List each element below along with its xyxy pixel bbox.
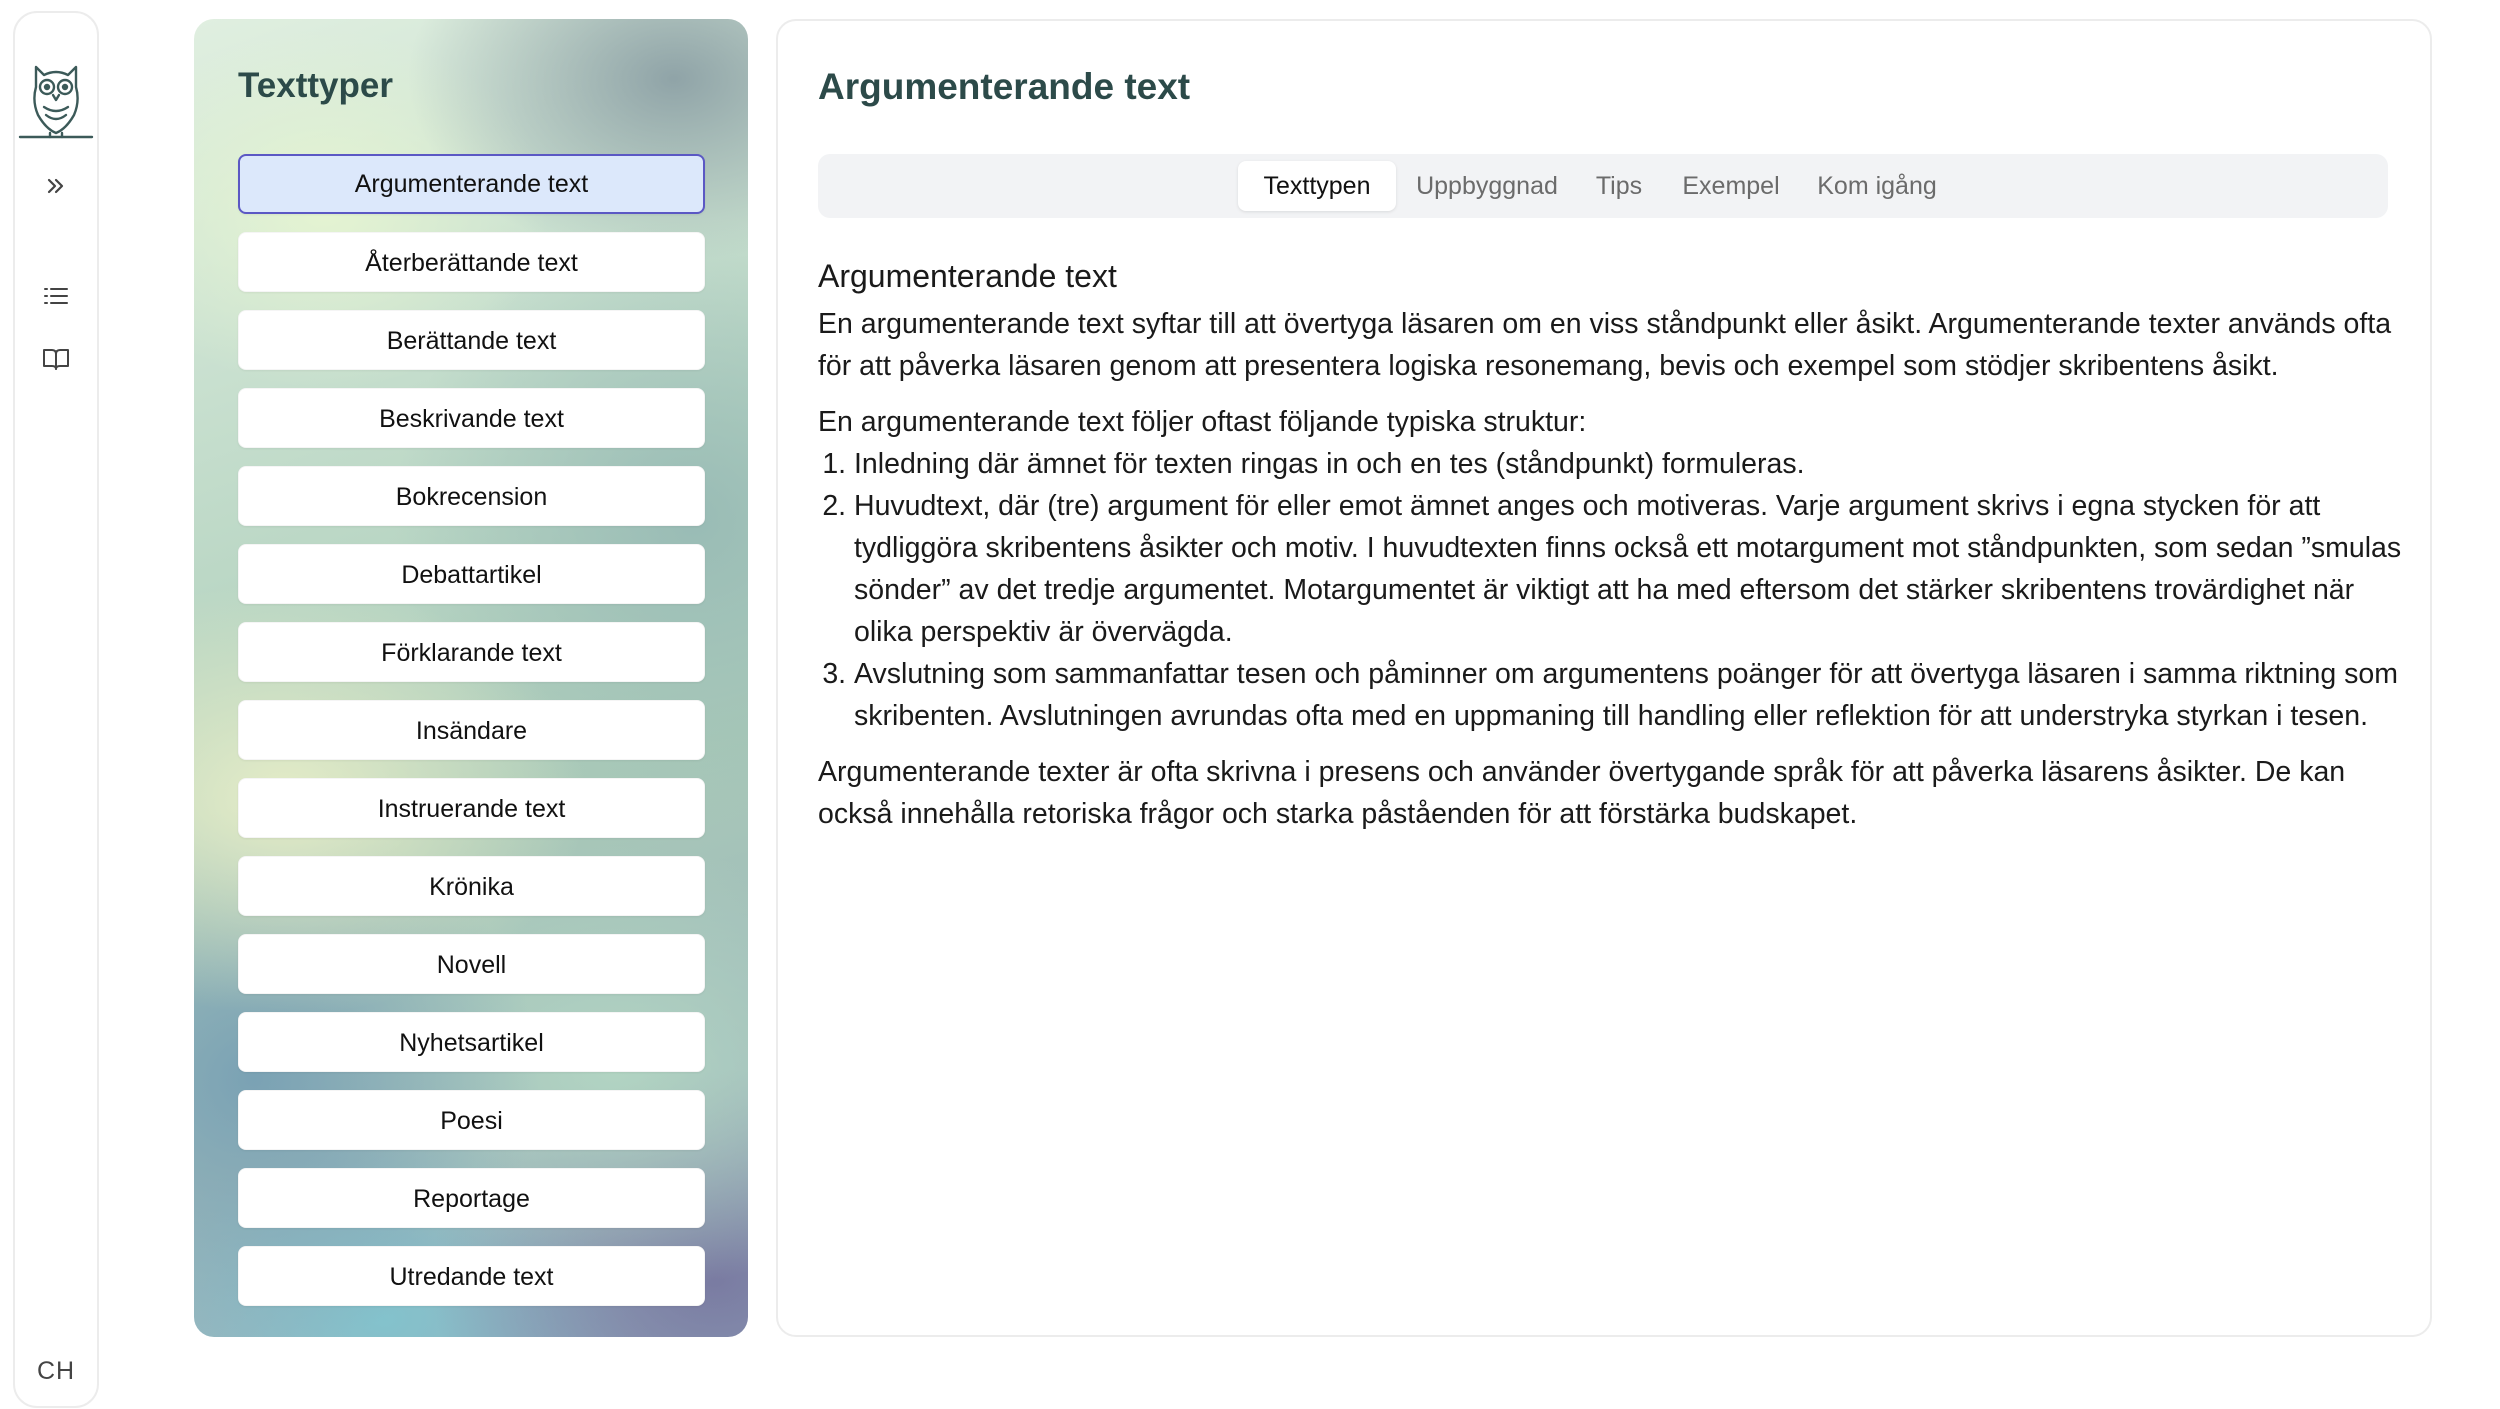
content-panel xyxy=(776,19,2432,1337)
type-button-insandare[interactable]: Insändare xyxy=(238,700,705,760)
type-button-bokrecension[interactable]: Bokrecension xyxy=(238,466,705,526)
structure-list xyxy=(818,443,2408,737)
type-button-nyhetsartikel[interactable]: Nyhetsartikel xyxy=(238,1012,705,1072)
type-button-poesi[interactable]: Poesi xyxy=(238,1090,705,1150)
text-types-title: Texttyper xyxy=(238,66,393,105)
type-button-utredande[interactable]: Utredande text xyxy=(238,1246,705,1306)
type-button-forklarande[interactable]: Förklarande text xyxy=(238,622,705,682)
article-paragraph: En argumenterande text syftar till att övertyga läsaren om en viss ståndpunkt eller åsikt. Argumenterande texter används ofta för att påverka läsaren genom att presentera logiska resonemang, bevis och exempel som stödjer skribentens åsikt. xyxy=(818,308,2392,382)
type-button-argumenterande[interactable]: Argumenterande text xyxy=(238,154,705,214)
type-button-kronika[interactable]: Krönika xyxy=(238,856,705,916)
nav-rail xyxy=(13,11,99,1408)
tab-bar xyxy=(818,154,2388,218)
list-item: 1. Inledning där ämnet för texten ringas in och en tes (ståndpunkt) formuleras. xyxy=(854,443,2408,485)
user-avatar[interactable]: CH xyxy=(36,1357,76,1385)
book-open-icon[interactable] xyxy=(41,344,71,374)
tab-exempel[interactable]: Exempel xyxy=(1682,172,1780,200)
type-button-novell[interactable]: Novell xyxy=(238,934,705,994)
list-item: 3. Avslutning som sammanfattar tesen och påminner om argumentens poänger för att övertyga läsaren i samma riktning som skribenten. Avslutningen avrundas ofta med en uppmaning till handling eller reflektion för att understryka styrkan i tesen. xyxy=(854,653,2408,737)
list-item: 2. Huvudtext, där (tre) argument för eller emot ämnet anges och motiveras. Varje argument skrivs i egna stycken för att tydliggöra skribentens åsikter och motiv. I huvudtexten finns också ett motargument mot ståndpunkten, som sedan ”smulas sönder” av det tredje argumentet. Motargumentet är viktigt att ha med eftersom det stärker skribentens trovärdighet när olika perspektiv är övervägda. xyxy=(854,485,2408,653)
tab-kom-igang[interactable]: Kom igång xyxy=(1817,172,1937,200)
type-button-debattartikel[interactable]: Debattartikel xyxy=(238,544,705,604)
type-button-aterberattande[interactable]: Återberättande text xyxy=(238,232,705,292)
type-button-beskrivande[interactable]: Beskrivande text xyxy=(238,388,705,448)
type-button-instruerande[interactable]: Instruerande text xyxy=(238,778,705,838)
type-button-reportage[interactable]: Reportage xyxy=(238,1168,705,1228)
type-button-berattande[interactable]: Berättande text xyxy=(238,310,705,370)
owl-logo-icon[interactable] xyxy=(18,53,94,145)
article-heading: Argumenterande text xyxy=(818,258,1117,294)
page-title: Argumenterande text xyxy=(818,66,1191,107)
article-body xyxy=(818,253,2408,849)
text-types-panel xyxy=(194,19,748,1337)
tab-tips[interactable]: Tips xyxy=(1595,172,1643,200)
tab-uppbyggnad[interactable]: Uppbyggnad xyxy=(1416,172,1558,200)
chevrons-right-icon[interactable] xyxy=(41,171,71,201)
tab-texttypen[interactable]: Texttypen xyxy=(1238,161,1396,211)
list-icon[interactable] xyxy=(41,281,71,311)
article-paragraph: Argumenterande texter är ofta skrivna i presens och använder övertygande språk för att påverka läsarens åsikter. De kan också innehålla retoriska frågor och starka påståenden för att förstärka budskapet. xyxy=(818,756,2346,830)
structure-intro: En argumenterande text följer oftast följande typiska struktur: xyxy=(818,406,1587,438)
